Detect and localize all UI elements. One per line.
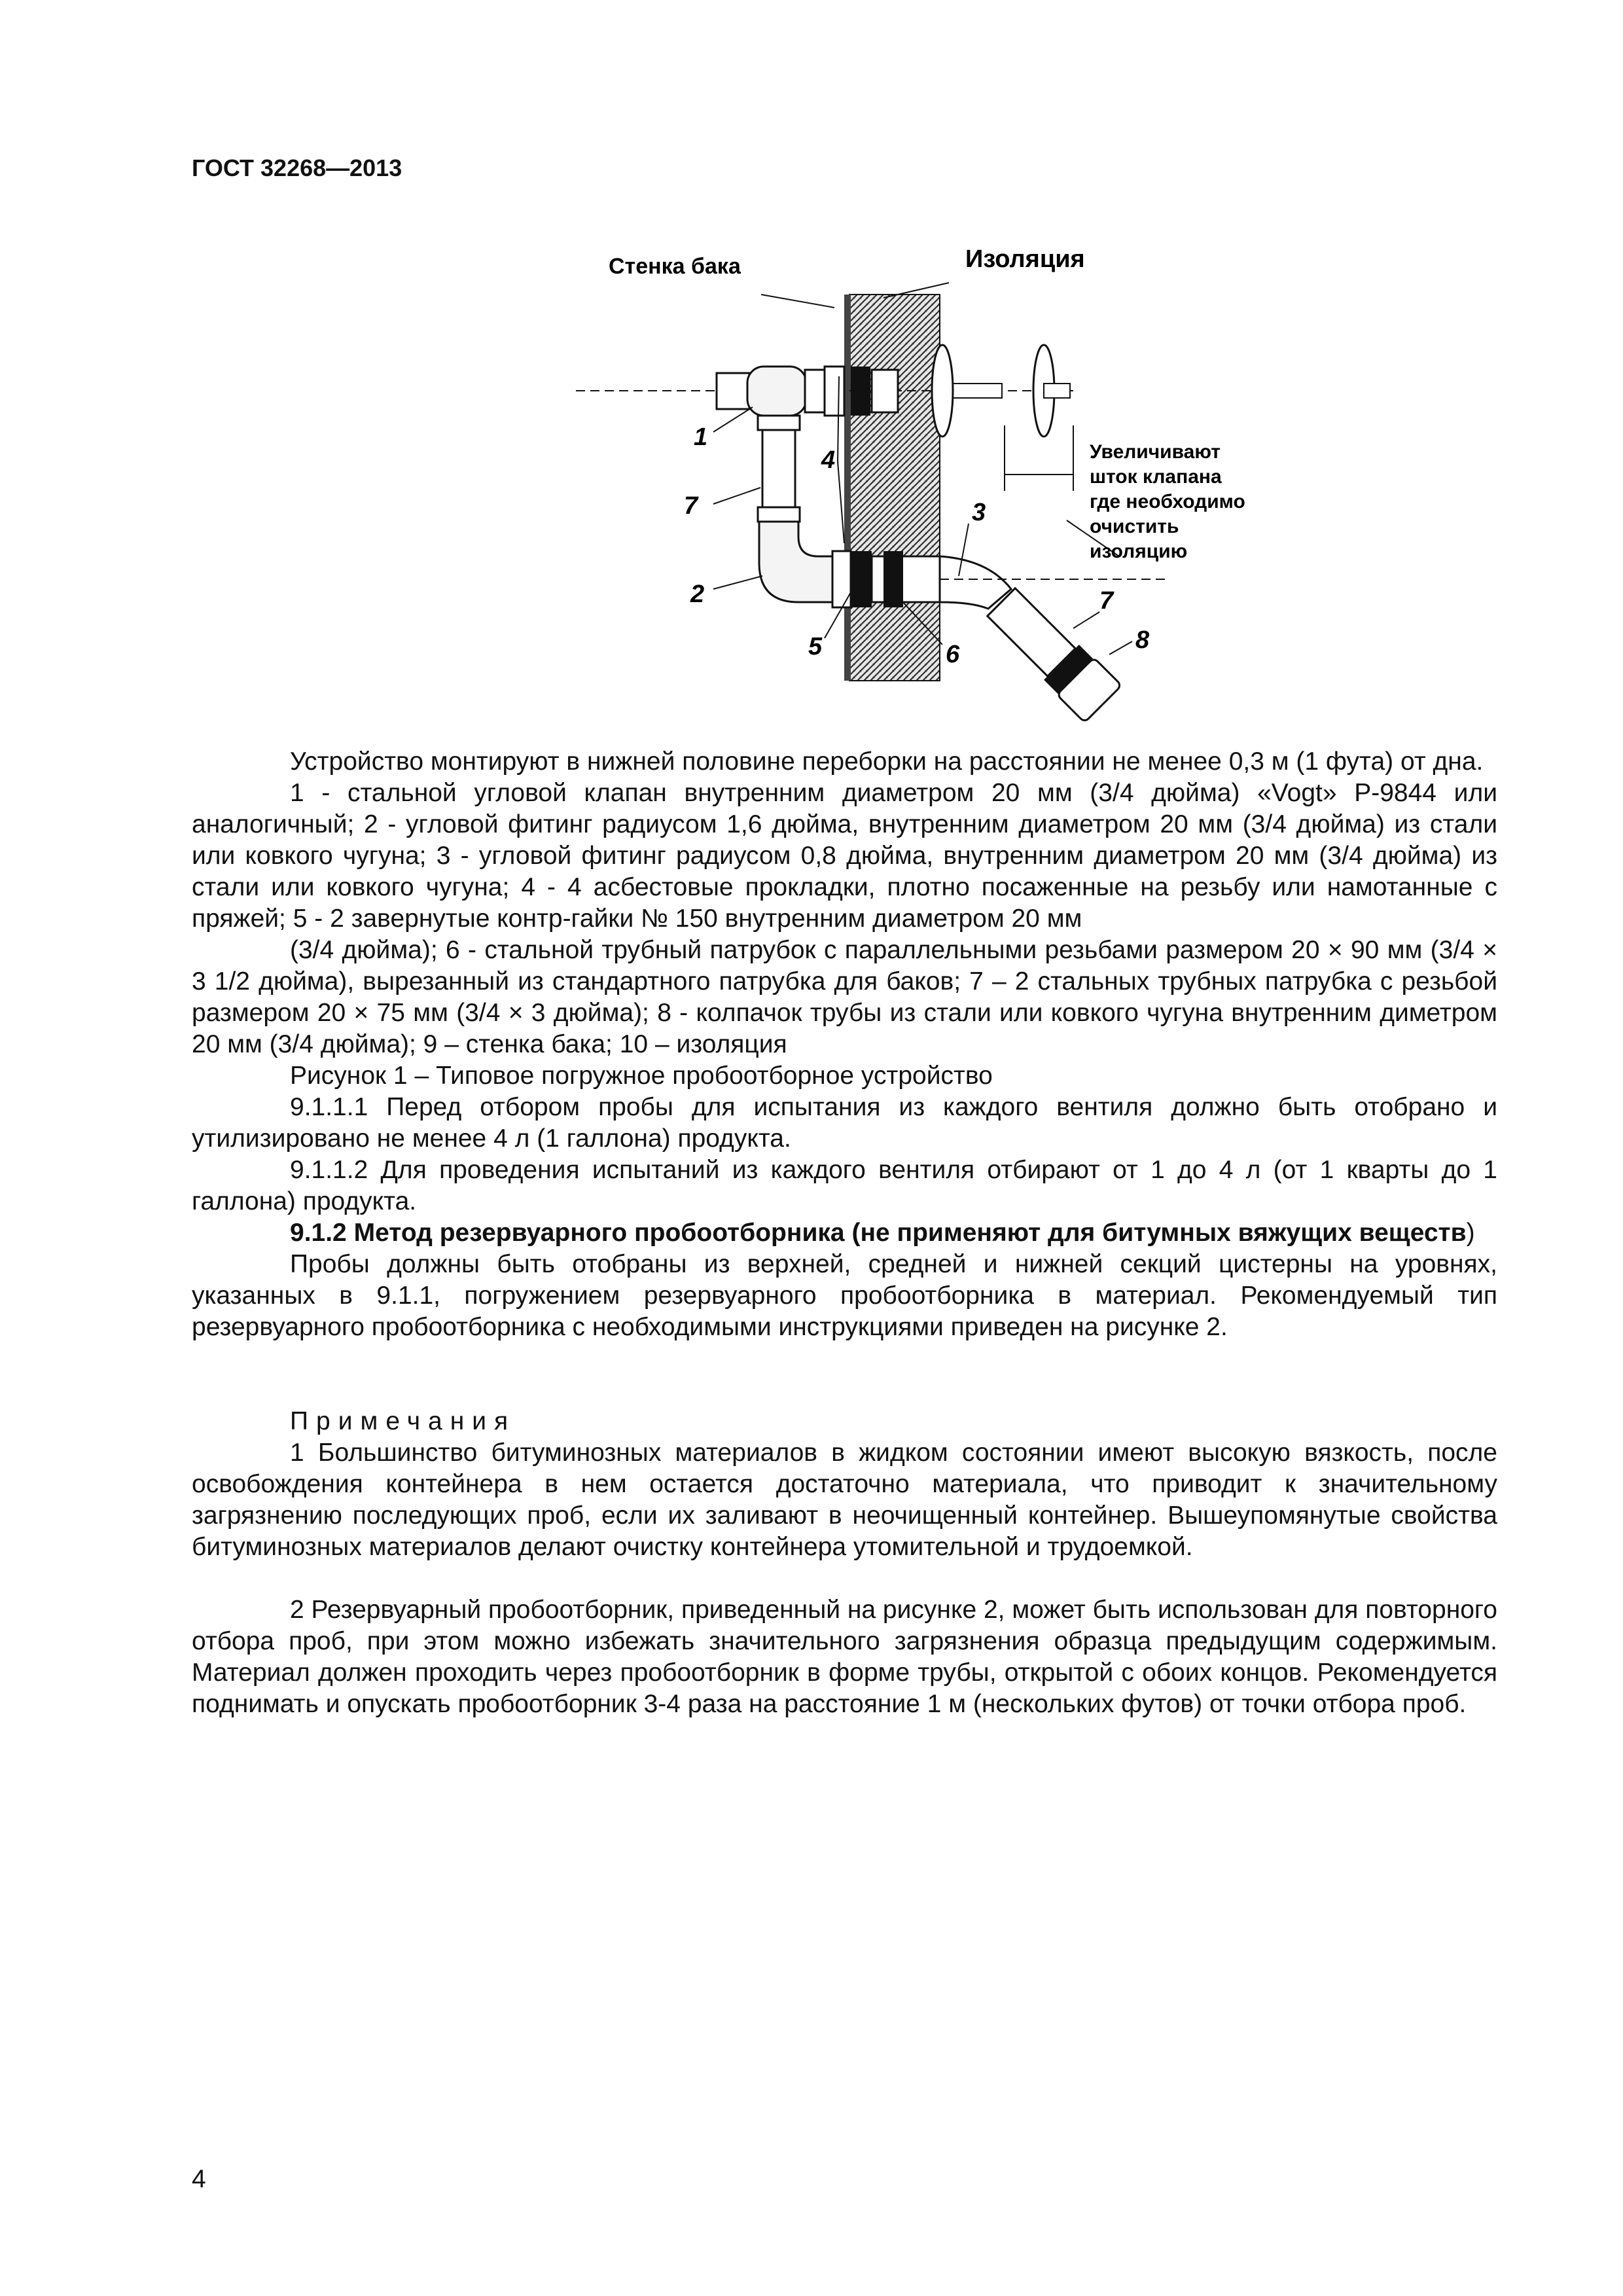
tank-wall <box>844 295 851 681</box>
paragraph-mounting: Устройство монтируют в нижней половине переборки на расстоянии не менее 0,3 м (1 фута) от дна. <box>290 747 1484 776</box>
paragraph-9-1-1-2: 9.1.1.2 Для проведения испытаний из каждого вентиля отбирают от 1 до 4 л (от 1 кварты до 1 галлона) продукта. <box>192 1156 1497 1215</box>
note-2: 2 Резервуарный пробоотборник, приведенный на рисунке 2, может быть использован для повторного отбора проб, при этом можно избежать значительного загрязнения образца предыдущим содержимым. Материал должен проходить через пробоотборник в форме трубы, открытой с обоих концов. Рекомендуется поднимать и опускать пробоотборник 3-4 раза на расстояние 1 м (нескольких футов) от точки отбора проб. <box>192 1596 1497 1718</box>
lower-nipple <box>872 556 940 602</box>
valve-stem-2 <box>1044 384 1070 398</box>
label-wall: Стенка бака <box>609 254 741 279</box>
callout-5: 5 <box>808 633 823 660</box>
lower-elbow <box>759 522 832 602</box>
upper-valve-body <box>747 367 806 416</box>
callout-1: 1 <box>694 423 708 451</box>
document-header: ГОСТ 32268—2013 <box>192 154 402 181</box>
figure-caption: Рисунок 1 – Типовое погружное пробоотборное устройство <box>290 1062 993 1090</box>
callout-4: 4 <box>821 446 836 474</box>
label-insulation: Изоляция <box>965 245 1085 273</box>
callout-7-upper: 7 <box>684 492 698 520</box>
lower-angle-fitting <box>940 556 1011 609</box>
stem-note-line-2: шток клапана <box>1090 466 1222 488</box>
upper-gasket <box>851 367 870 416</box>
upper-fitting <box>805 370 825 412</box>
heading-9-1-2-bold: 9.1.2 Метод резервуарного пробоотборника (не применяют для битумных вяжущих веществ <box>290 1219 1467 1247</box>
callout-8: 8 <box>1135 626 1150 654</box>
page-number: 4 <box>192 2165 206 2193</box>
stem-note-line-3: где необходимо <box>1090 491 1245 512</box>
stem-note-line-4: очистить <box>1090 516 1179 537</box>
sampling-device-drawing <box>576 236 1322 753</box>
upper-nipple <box>872 370 898 412</box>
upper-cap <box>717 373 749 409</box>
lower-gasket <box>851 551 872 607</box>
callout-2: 2 <box>690 581 705 608</box>
heading-9-1-2 <box>192 1217 1497 1249</box>
callout-6: 6 <box>946 641 960 668</box>
figure-legend: 1 - стальной угловой клапан внутренним диаметром 20 мм (3/4 дюйма) «Vogt» Р-9844 или аналогичный; 2 - угловой фитинг радиусом 1,6 дюйма, внутренним диаметром 20 мм (3/4 дюйма) из стали или ковкого чугуна; 3 - угловой фитинг радиусом 0,8 дюйма, внутренним диаметром 20 мм (3/4 дюйма) из стали или ковкого чугуна; 4 - 4 асбестовые прокладки, плотно посаженные на резьбу или намотанные с пряжей; 5 - 2 завернутые контр-гайки № 150 внутренним диаметром 20 мм <box>192 779 1497 933</box>
paragraph-9-1-2: Пробы должны быть отобраны из верхней, средней и нижней секций цистерны на уровнях, указанных в 9.1.1, погружением резервуарного пробоотборника в материал. Рекомендуемый тип резервуарного пробоотборника с необходимыми инструкциями приведен на рисунке 2. <box>192 1250 1497 1341</box>
insulation-block <box>849 295 940 681</box>
figure-legend-continued: (3/4 дюйма); 6 - стальной трубный патрубок с параллельными резьбами размером 20 × 90 мм (3/4 × 3 1/2 дюйма), вырезанный из стандартного патрубка для баков; 7 – 2 стальных трубных патрубка с резьбой размером 20 × 75 мм (3/4 × 3 дюйма); 8 - колпачок трубы из стали или ковкого чугуна внутренним диметром 20 мм (3/4 дюйма); 9 – стенка бака; 10 – изоляция <box>192 936 1497 1058</box>
stem-note-line-5: изоляцию <box>1090 541 1188 562</box>
document-body <box>192 746 1497 1720</box>
callout-3: 3 <box>972 499 986 526</box>
stem-note-line-1: Увеличивают <box>1090 441 1221 463</box>
figure-sampling-device <box>576 236 1322 753</box>
upper-nut <box>825 367 844 416</box>
notes-heading: Примечания <box>290 1407 516 1435</box>
handwheel-1 <box>932 345 953 437</box>
callout-7-lower: 7 <box>1099 587 1114 615</box>
paragraph-9-1-1-1: 9.1.1.1 Перед отбором пробы для испытания из каждого вентиля должно быть отобрано и утилизировано не менее 4 л (1 галлона) продукта. <box>192 1093 1497 1153</box>
heading-9-1-2-tail: ) <box>1466 1219 1475 1247</box>
lower-nut <box>832 551 851 607</box>
note-1: 1 Большинство битуминозных материалов в жидком состоянии имеют высокую вязкость, после освобождения контейнера в нем остается достаточно материала, что приводит к значительному загрязнению последующих проб, если их заливают в неочищенный контейнер. Вышеупомянутые свойства битуминозных материалов делают очистку контейнера утомительной и трудоемкой. <box>192 1439 1497 1561</box>
